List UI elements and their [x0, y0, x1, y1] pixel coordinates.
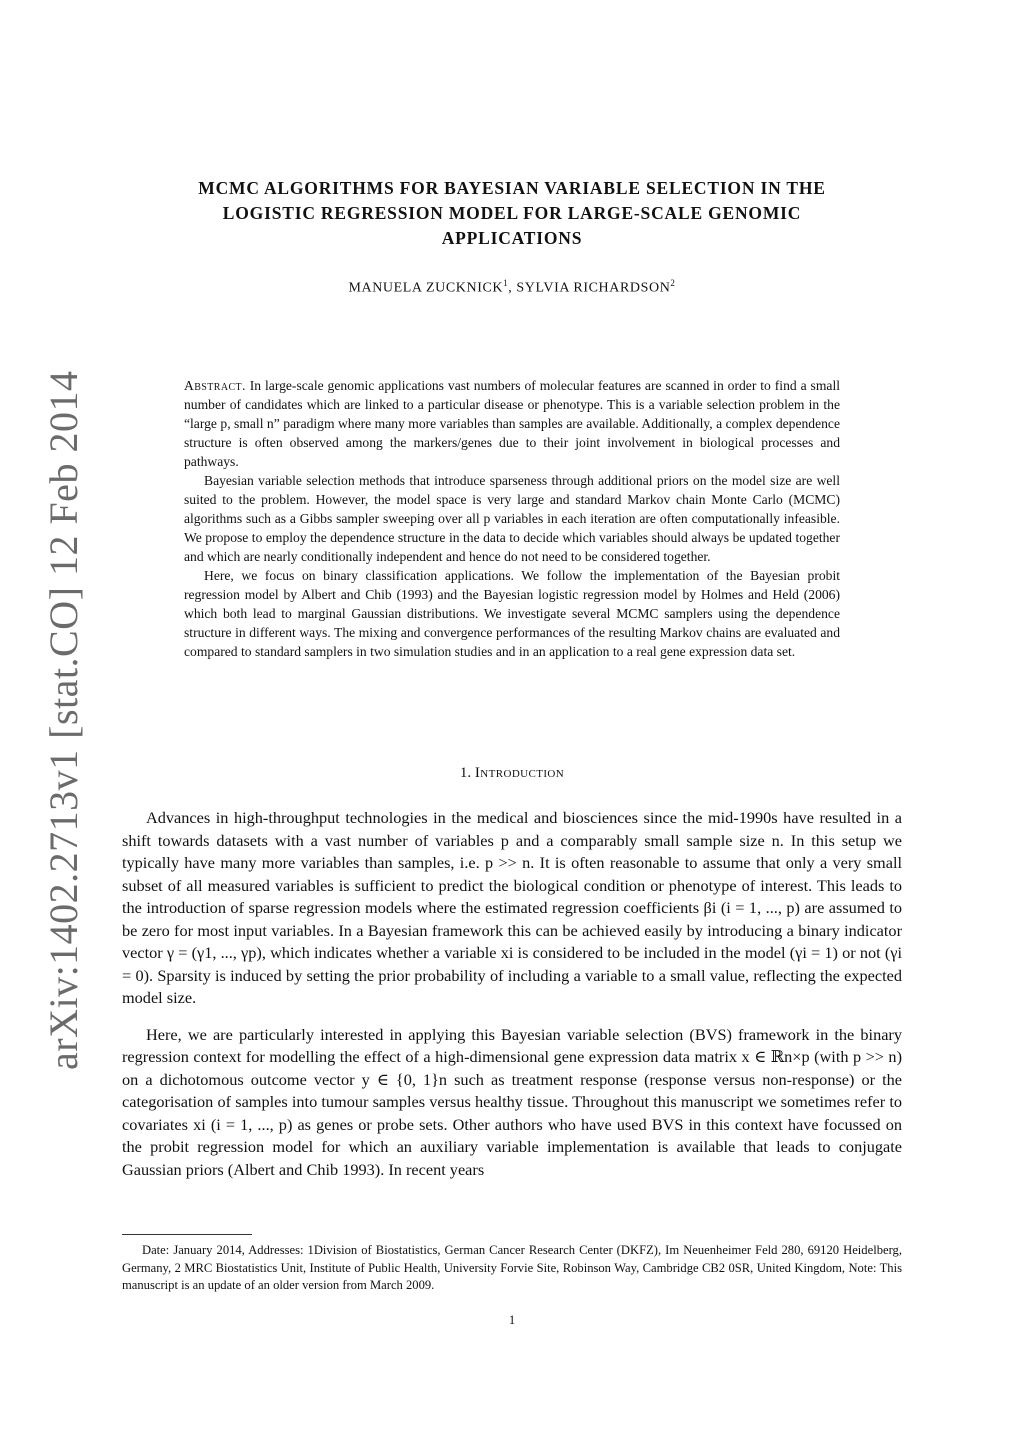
introduction-body	[122, 807, 902, 1195]
abstract-paragraph-3: Here, we focus on binary classification applications. We follow the implementation of the Bayesian probit regression model by Albert and Chib (1993) and the Bayesian logistic regression model by Holmes and Held (2006) which both lead to marginal Gaussian distributions. We investigate several MCMC samplers using the dependence structure in different ways. The mixing and convergence performances of the resulting Markov chains are evaluated and compared to standard samplers in two simulation studies and in an application to a real gene expression data set.	[184, 568, 840, 659]
abstract-paragraph-1	[184, 376, 840, 471]
abstract-text-1: In large-scale genomic applications vast numbers of molecular features are scanned in order to find a small number of candidates which are linked to a particular disease or phenotype. This is a variable selection problem in the “large p, small n” paradigm where many more variables than samples are available. Additionally, a complex dependence structure is often observed among the markers/genes due to their joint involvement in biological processes and pathways.	[184, 378, 841, 469]
section-title: Introduction	[474, 765, 565, 781]
body-paragraph-2: Here, we are particularly interested in applying this Bayesian variable selection (BVS) framework in the binary regression context for modelling the effect of a high-dimensional gene expression data matrix x ∈ ℝn×p (with p >> n) on a dichotomous outcome vector y ∈ {0, 1}n such as treatment response (response versus non-response) or the categorisation of samples into tumour samples versus healthy tissue. Throughout this manuscript we sometimes refer to covariates xi (i = 1, ..., p) as genes or probe sets. Other authors who have used BVS in this context have focussed on the probit regression model for which an auxiliary variable implementation is available that leads to conjugate Gaussian priors (Albert and Chib 1993). In recent years	[122, 1024, 902, 1179]
title-line-2: LOGISTIC REGRESSION MODEL FOR LARGE-SCALE GENOMIC	[222, 203, 802, 223]
abstract-paragraph-2: Bayesian variable selection methods that introduce sparseness through additional priors on the model size are well suited to the problem. However, the model space is very large and standard Markov chain Monte Carlo (MCMC) algorithms such as a Gibbs sampler sweeping over all p variables in each iteration are often computationally infeasible. We propose to employ the dependence structure in the data to decide which variables should always be updated together and which are nearly conditionally independent and hence do not need to be considered together.	[184, 473, 840, 564]
author-2: SYLVIA RICHARDSON	[516, 280, 671, 296]
page-number: 1	[508, 1313, 516, 1327]
author-list	[122, 278, 902, 297]
footnote: Date: January 2014, Addresses: 1Division of Biostatistics, German Cancer Research Center (DKFZ), Im Neuenheimer Feld 280, 69120 Heidelberg, Germany, 2 MRC Biostatistics Unit, Institute of Public Health, University Forvie Site, Robinson Way, Cambridge CB2 0SR, United Kingdom, Note: This manuscript is an update of an older version from March 2009.	[122, 1243, 902, 1292]
author-2-affiliation-mark: 2	[670, 278, 676, 288]
title-line-3: APPLICATIONS	[441, 228, 583, 248]
abstract-label: Abstract.	[184, 378, 246, 393]
body-paragraph-1: Advances in high-throughput technologies in the medical and biosciences since the mid-1990s have resulted in a shift towards datasets with a vast number of variables p and a comparably small sample size n. In this setup we typically have many more variables than samples, i.e. p >> n. It is often reasonable to assume that only a very small subset of all measured variables is sufficient to predict the biological condition or phenotype of interest. This leads to the introduction of sparse regression models where the estimated regression coefficients βi (i = 1, ..., p) are assumed to be zero for most input variables. In a Bayesian framework this can be achieved easily by introducing a binary indicator vector γ = (γ1, ..., γp), which indicates whether a variable xi is considered to be included in the model (γi = 1) or not (γi = 0). Sparsity is induced by setting the prior probability of including a variable to a small value, reflecting the expected model size.	[122, 808, 902, 1007]
author-1-affiliation-mark: 1	[503, 278, 509, 288]
section-heading-introduction	[122, 765, 902, 782]
footnote-divider	[122, 1234, 252, 1235]
title-line-1: MCMC ALGORITHMS FOR BAYESIAN VARIABLE SELECTION IN THE	[198, 178, 826, 198]
author-1: MANUELA ZUCKNICK	[348, 280, 504, 296]
abstract	[184, 376, 840, 661]
paper-title	[122, 176, 902, 251]
section-number: 1.	[459, 765, 472, 781]
arxiv-identifier-stamp: arXiv:1402.2713v1 [stat.CO] 12 Feb 2014	[41, 370, 86, 1070]
author-separator: ,	[508, 280, 517, 296]
